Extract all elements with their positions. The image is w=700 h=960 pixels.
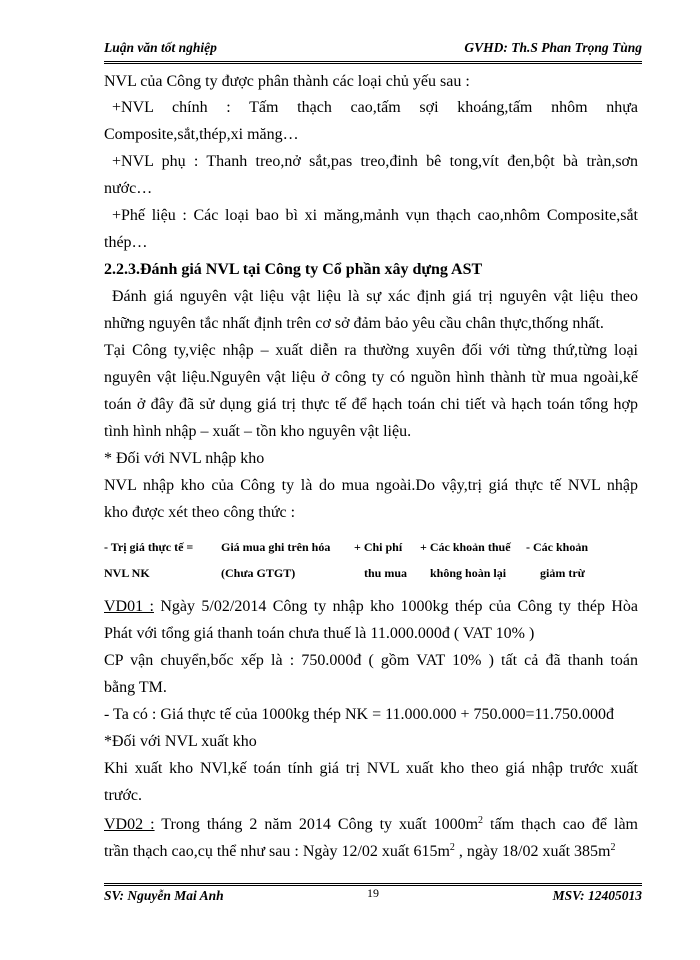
formula-term: - Các khoản: [526, 540, 589, 554]
header-advisor: GVHD: Th.S Phan Trọng Tùng: [464, 40, 642, 55]
page-footer: [104, 888, 642, 908]
paragraph-line: CP vận chuyển,bốc xếp là : 750.000đ ( gồm VAT 10% ) tất cả đã thanh toán: [104, 652, 638, 669]
formula-term: - Trị giá thực tế =: [104, 540, 194, 554]
subheading-export: *Đối với NVL xuất kho: [104, 733, 257, 750]
paragraph-line: toán ở đây đã sử dụng giá trị thực tế để hạch toán chi tiết và hạch toán tổng hợp: [104, 396, 638, 413]
paragraph-line: nguyên vật liệu.Nguyên vật liệu ở công ty có nguồn hình thành từ mua ngoài,kế: [104, 369, 638, 386]
list-item-main-material: +NVL chính : Tấm thạch cao,tấm sợi khoáng,tấm nhôm nhựa: [112, 99, 638, 116]
example-label-vd02: VD02 :: [104, 816, 155, 833]
superscript: 2: [449, 842, 455, 853]
subheading-import: * Đối với NVL nhập kho: [104, 450, 265, 467]
formula-subterm: (Chưa GTGT): [221, 566, 296, 580]
paragraph-line: kho được xét theo công thức :: [104, 504, 296, 521]
page-header: [104, 40, 642, 60]
formula-subterm: NVL NK: [104, 566, 150, 580]
example-text: , ngày 18/02 xuất 385m: [454, 843, 611, 860]
header-divider: [104, 61, 642, 64]
paragraph-line: NVL của Công ty được phân thành các loại chủ yếu sau :: [104, 73, 470, 90]
example-text: trần thạch cao,cụ thể như sau : Ngày 12/02 xuất 615m: [104, 843, 450, 860]
formula-subterm: thu mua: [364, 566, 408, 580]
paragraph-line: những nguyên tắc nhất định trên cơ sở đảm bảo yêu cầu chân thực,thống nhất.: [104, 315, 604, 332]
header-thesis-title: Luận văn tốt nghiệp: [104, 40, 217, 55]
footer-student-id: MSV: 12405013: [552, 888, 642, 903]
formula-subterm: giảm trừ: [540, 566, 585, 580]
example-vd02-line: [104, 815, 638, 835]
paragraph-line: Tại Công ty,việc nhập – xuất diễn ra thường xuyên đối với từng thứ,từng loại: [104, 342, 638, 359]
example-text: Trong tháng 2 năm 2014 Công ty xuất 1000m: [154, 816, 479, 833]
example-text: Ngày 5/02/2014 Công ty nhập kho 1000kg thép của Công ty thép Hòa: [153, 598, 638, 615]
paragraph-line: bằng TM.: [104, 679, 167, 696]
formula-subterm: không hoàn lại: [430, 566, 507, 580]
paragraph-line: Composite,sắt,thép,xi măng…: [104, 126, 299, 143]
paragraph-line: Phát với tổng giá thanh toán chưa thuế là 11.000.000đ ( VAT 10% ): [104, 625, 535, 642]
paragraph-line: thép…: [104, 234, 148, 251]
paragraph-line: tình hình nhập – xuất – tồn kho nguyên vật liệu.: [104, 423, 412, 440]
superscript: 2: [610, 842, 616, 853]
superscript: 2: [478, 815, 484, 826]
calculation-line: - Ta có : Giá thực tế của 1000kg thép NK = 11.000.000 + 750.000=11.750.000đ: [104, 706, 614, 723]
formula-term: Giá mua ghi trên hóa: [221, 540, 331, 554]
list-item-scrap: +Phế liệu : Các loại bao bì xi măng,mảnh vụn thạch cao,nhôm Composite,sắt: [112, 207, 638, 224]
section-heading: 2.2.3.Đánh giá NVL tại Công ty Cổ phần xây dựng AST: [104, 261, 483, 278]
list-item-aux-material: +NVL phụ : Thanh treo,nở sắt,pas treo,đinh bê tong,vít đen,bột bà tràn,sơn: [112, 153, 638, 170]
example-label-vd01: VD01 :: [104, 598, 154, 615]
formula-term: + Chi phí: [354, 540, 403, 554]
paragraph-line: Đánh giá nguyên vật liệu vật liệu là sự xác định giá trị nguyên vật liệu theo: [112, 288, 638, 305]
example-vd01-line: [104, 597, 638, 617]
paragraph-line: [104, 842, 638, 862]
page-number: 19: [367, 886, 379, 900]
paragraph-line: NVL nhập kho của Công ty là do mua ngoài.Do vậy,trị giá thực tế NVL nhập: [104, 477, 638, 494]
paragraph-line: trước.: [104, 787, 143, 804]
formula-term: + Các khoản thuế: [420, 540, 511, 554]
paragraph-line: Khi xuất kho NVl,kế toán tính giá trị NVL xuất kho theo giá nhập trước xuất: [104, 760, 638, 777]
footer-student-name: SV: Nguyễn Mai Anh: [104, 888, 224, 903]
paragraph-line: nước…: [104, 180, 153, 197]
example-text: tấm thạch cao để làm: [483, 816, 639, 833]
